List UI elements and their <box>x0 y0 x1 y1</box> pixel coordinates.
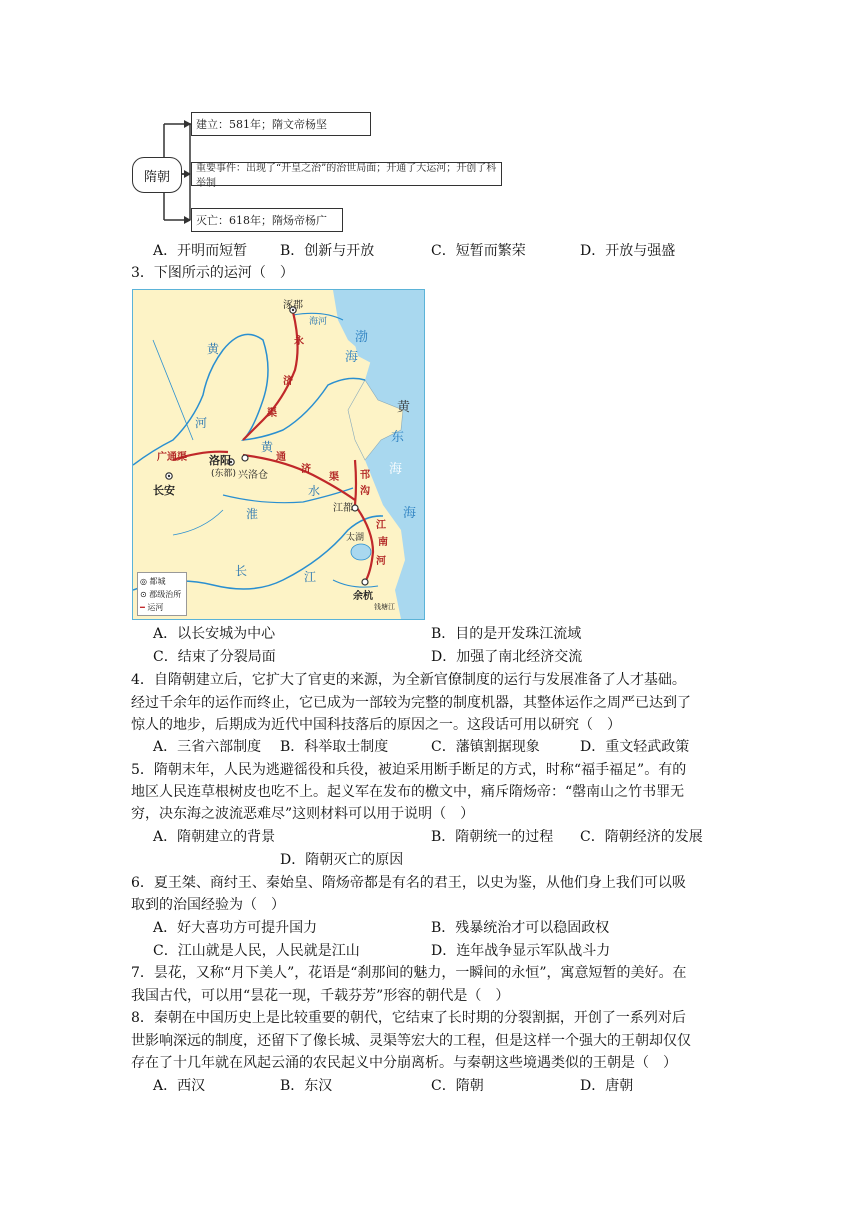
city-jiangdu: 江都 <box>333 503 353 514</box>
river-huang-1: 黄 <box>207 342 220 356</box>
q5-option-c: C．隋朝经济的发展 <box>580 829 703 845</box>
sea-huang-2: 海 <box>389 462 403 477</box>
q8-option-b: B．东汉 <box>280 1078 333 1094</box>
city-xingluocang: 兴洛仓 <box>238 470 268 481</box>
city-luoyang-sub: (东都) <box>211 469 237 479</box>
canal-jiangnan-1: 江 <box>376 520 386 531</box>
q2-option-c: C．短暂而繁荣 <box>431 243 526 259</box>
sea-huang-1: 黄 <box>397 400 411 415</box>
q4-line-3: 惊人的地步，后期成为近代中国科技落后的原因之一。这段话可用以研究（ ） <box>131 717 621 733</box>
q7-line-2: 我国古代，可以用“昙花一现，千载芬芳”形容的朝代是（ ） <box>131 988 510 1004</box>
q5-line-1: 5．隋朝末年，人民为逃避徭役和兵役，被迫采用断手断足的方式，时称“福手福足”。有的 <box>131 762 687 778</box>
q6-option-b: B．残暴统治才可以稳固政权 <box>431 920 610 936</box>
q3-option-a: A．以长安城为中心 <box>153 626 276 642</box>
fall-box: 灭亡：618年；隋炀帝杨广 <box>191 208 343 232</box>
city-changan: 长安 <box>153 484 175 497</box>
q8-option-d: D．唐朝 <box>580 1078 634 1094</box>
legend-canal-icon: ━ <box>140 603 145 612</box>
lake-taihu: 太湖 <box>346 533 365 543</box>
river-huang-3: 黄 <box>261 440 274 454</box>
q8-option-a: A．西汉 <box>153 1078 206 1094</box>
canal-jiangnan-2: 南 <box>378 537 388 548</box>
river-chang-1: 长 <box>235 564 248 578</box>
sui-dynasty-diagram <box>128 110 508 234</box>
q4-option-b: B．科举取士制度 <box>280 739 389 755</box>
legend-canal: 运河 <box>147 603 164 612</box>
sea-dong-2: 海 <box>403 506 417 521</box>
canal-tongji-2: 济 <box>301 464 311 475</box>
legend-prefecture: 郡级治所 <box>149 590 182 599</box>
q3-option-c: C．结束了分裂局面 <box>153 649 276 665</box>
q6-option-a: A．好大喜功方可提升国力 <box>153 920 318 936</box>
river-haihe: 海河 <box>309 317 328 327</box>
q6-option-c: C．江山就是人民，人民就是江山 <box>153 943 360 959</box>
canal-jiangnan-3: 河 <box>376 556 386 567</box>
q8-line-2: 世影响深远的制度，还留下了像长城、灵渠等宏大的工程，但是这样一个强大的王朝却仅仅 <box>131 1033 691 1049</box>
q8-line-3: 存在了十几年就在风起云涌的农民起义中分崩离析。与秦朝这些境遇类似的王朝是（ ） <box>131 1055 677 1071</box>
river-huai-2: 水 <box>308 484 321 498</box>
sea-dong-1: 东 <box>391 430 405 445</box>
city-luoyang: 洛阳 <box>209 454 231 467</box>
canal-guangtong: 广通渠 <box>157 452 187 463</box>
q7-line-1: 7．昙花，又称“月下美人”，花语是“刹那间的魅力，一瞬间的永恒”，寓意短暂的美好。在 <box>131 965 687 981</box>
events-box: 重要事件：出现了“开皇之治”的治世局面；开通了大运河；开创了科举制 <box>191 162 502 186</box>
q2-option-d: D．开放与强盛 <box>580 243 676 259</box>
q5-line-2: 地区人民连草根树皮也吃不上。起义军在发布的檄文中，痛斥隋炀帝：“罄南山之竹书罪无 <box>131 784 685 800</box>
q6-line-2: 取到的治国经验为（ ） <box>131 897 285 913</box>
q8-option-c: C．隋朝 <box>431 1078 484 1094</box>
river-qiantang: 钱塘江 <box>374 603 395 611</box>
river-huai-1: 淮 <box>246 507 259 521</box>
q4-option-c: C．藩镇割据现象 <box>431 739 540 755</box>
q8-line-1: 8．秦朝在中国历史上是比较重要的朝代，它结束了长时期的分裂割据，开创了一系列对后 <box>131 1010 686 1026</box>
canal-tongji-1: 通 <box>276 452 286 463</box>
map-legend <box>137 572 187 616</box>
q5-option-d: D．隋朝灭亡的原因 <box>280 852 404 868</box>
canal-tongji-3: 渠 <box>329 472 339 483</box>
city-zhuojun: 涿郡 <box>283 300 303 311</box>
q4-line-2: 经过千余年的运作而终止，它已成为一部较为完整的制度机器，其整体运作之周严已达到了 <box>131 695 691 711</box>
canal-yongji-1: 永 <box>294 336 304 347</box>
q3-stem: 3．下图所示的运河（ ） <box>131 265 294 281</box>
legend-capital: 都城 <box>149 577 166 586</box>
sea-bo-2: 海 <box>345 350 359 365</box>
q5-option-a: A．隋朝建立的背景 <box>153 829 276 845</box>
canal-yongji-2: 济 <box>283 376 293 387</box>
q3-option-b: B．目的是开发珠江流域 <box>431 626 582 642</box>
grand-canal-map <box>132 289 425 620</box>
q4-option-a: A．三省六部制度 <box>153 739 262 755</box>
q4-line-1: 4．自隋朝建立后，它扩大了官吏的来源，为全新官僚制度的运行与发展准备了人才基础。 <box>131 672 686 688</box>
q6-line-1: 6．夏王桀、商纣王、秦始皇、隋炀帝都是有名的君王，以史为鉴，从他们身上我们可以吸 <box>131 875 686 891</box>
river-chang-2: 江 <box>304 570 317 584</box>
legend-capital-icon: ◎ <box>140 577 147 586</box>
sui-center-box: 隋朝 <box>132 157 182 193</box>
q5-option-b: B．隋朝统一的过程 <box>431 829 554 845</box>
q2-option-b: B．创新与开放 <box>280 243 375 259</box>
q4-option-d: D．重文轻武政策 <box>580 739 690 755</box>
canal-hangou-1: 邗 <box>360 470 370 481</box>
canal-hangou-2: 沟 <box>360 486 370 497</box>
q3-option-d: D．加强了南北经济交流 <box>431 649 583 665</box>
canal-yongji-3: 渠 <box>267 408 277 419</box>
legend-prefecture-icon: ⊙ <box>140 590 147 599</box>
q6-option-d: D．连年战争显示军队战斗力 <box>431 943 611 959</box>
q5-line-3: 穷，决东海之波流恶难尽”这则材料可以用于说明（ ） <box>131 806 475 822</box>
river-huang-2: 河 <box>195 416 208 430</box>
city-yuhang: 余杭 <box>353 591 373 602</box>
founding-box: 建立：581年；隋文帝杨坚 <box>191 112 371 136</box>
sea-bo-1: 渤 <box>355 330 369 345</box>
q2-option-a: A．开明而短暂 <box>153 243 248 259</box>
